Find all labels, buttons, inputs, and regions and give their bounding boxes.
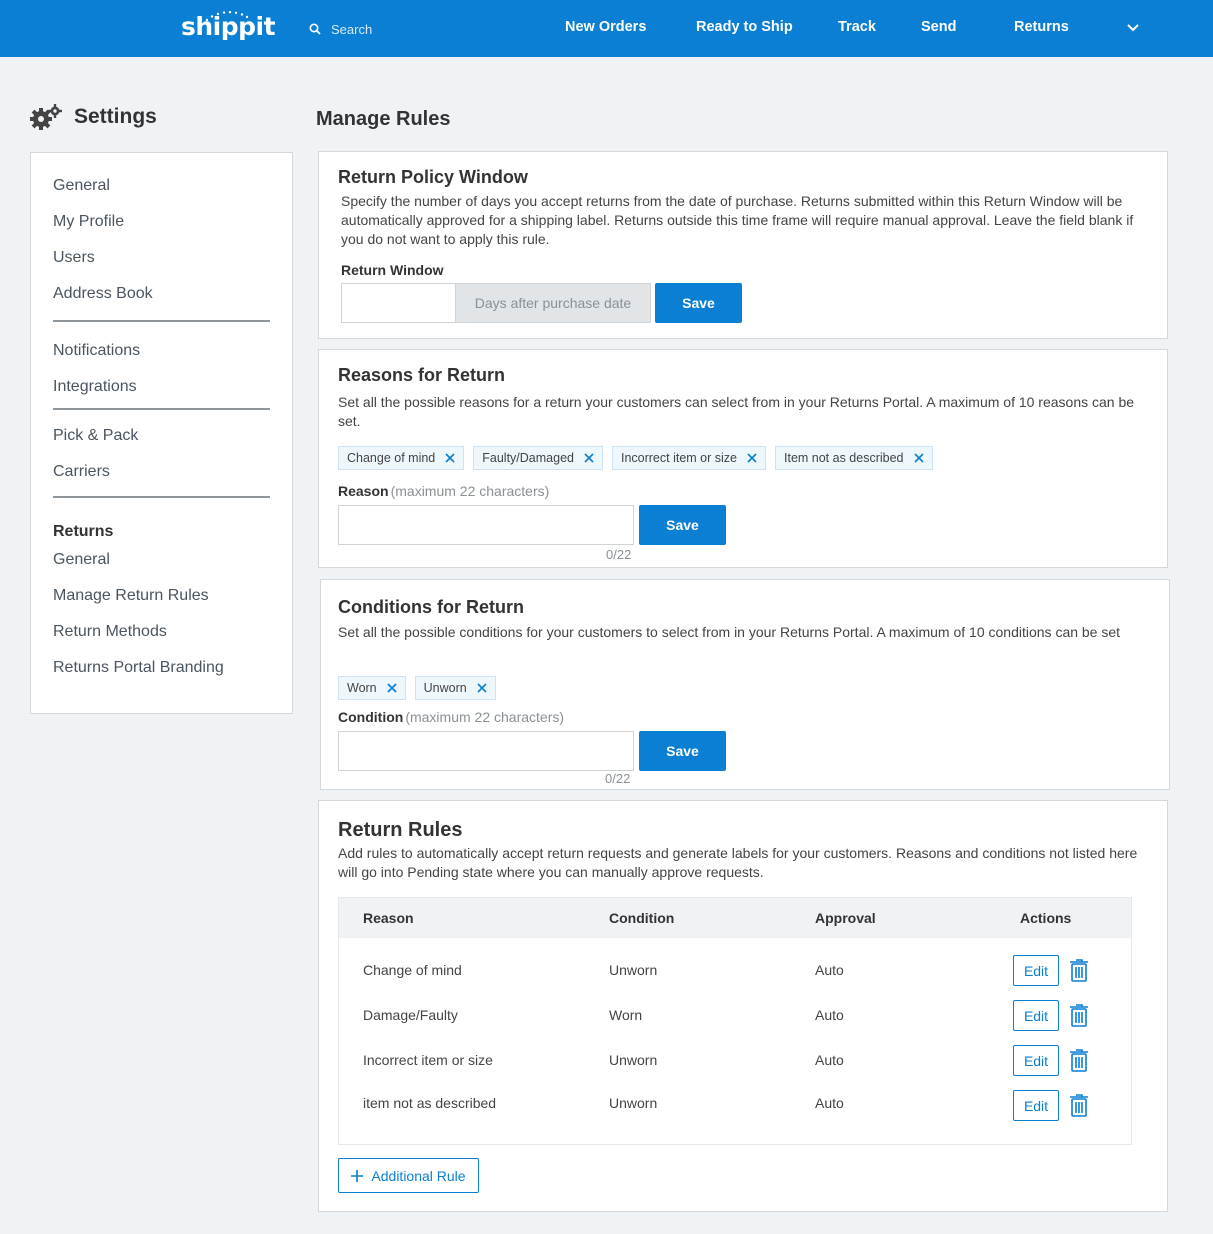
cell-condition: Unworn — [609, 1052, 658, 1068]
sidebar-divider — [53, 320, 270, 322]
sidebar-item-carriers[interactable]: Carriers — [53, 463, 110, 480]
condition-chip — [415, 676, 496, 700]
reason-chip — [612, 446, 766, 470]
nav-returns[interactable]: Returns — [1014, 19, 1069, 35]
reason-chip — [775, 446, 933, 470]
reason-chip — [473, 446, 603, 470]
reason-chip — [338, 446, 464, 470]
condition-chip — [338, 676, 406, 700]
sidebar-item-return-methods[interactable]: Return Methods — [53, 623, 167, 640]
additional-rule-label: Additional Rule — [371, 1167, 466, 1184]
sidebar-divider — [53, 496, 270, 498]
reason-char-counter: 0/22 — [606, 547, 632, 562]
settings-header — [30, 104, 157, 130]
cell-approval: Auto — [815, 962, 844, 978]
column-header-reason: Reason — [363, 910, 414, 926]
condition-char-counter: 0/22 — [605, 771, 631, 786]
settings-sidebar — [30, 152, 293, 714]
condition-chips — [338, 676, 496, 700]
sidebar-item-pick-pack[interactable]: Pick & Pack — [53, 427, 139, 444]
remove-chip-icon[interactable] — [387, 683, 397, 693]
sidebar-item-notifications[interactable]: Notifications — [53, 342, 141, 359]
card-description: Set all the possible reasons for a return your customers can select from in your Returns Portal. A maximum of 10 reasons can be set. — [338, 394, 1135, 429]
reason-label — [338, 483, 549, 499]
sidebar-item-users[interactable]: Users — [53, 249, 95, 266]
sidebar-item-address-book[interactable]: Address Book — [53, 285, 153, 302]
trash-icon[interactable] — [1069, 1093, 1089, 1118]
cell-approval: Auto — [815, 1007, 844, 1023]
card-title: Return Rules — [338, 819, 463, 841]
card-description: Specify the number of days you accept returns from the date of purchase. Returns submitted within this Return Window will be automatically approved for a shipping label. Returns outside this time frame will require manual approval. Leave the field blank if you do not want to apply this rule. — [341, 193, 1134, 247]
remove-chip-icon[interactable] — [914, 453, 924, 463]
shippit-logo[interactable]: shippit — [181, 12, 276, 41]
days-addon: Days after purchase date — [455, 283, 651, 323]
chip-label: Unworn — [423, 681, 467, 695]
remove-chip-icon[interactable] — [445, 453, 455, 463]
cell-reason: Damage/Faulty — [363, 1007, 458, 1023]
chip-label: Change of mind — [347, 451, 436, 465]
cell-reason: item not as described — [363, 1095, 497, 1111]
remove-chip-icon[interactable] — [747, 453, 757, 463]
cell-reason: Incorrect item or size — [363, 1052, 493, 1068]
card-description: Add rules to automatically accept return requests and generate labels for your customers. Reasons and conditions not listed here will go into Pending state where you can manually approve requests. — [338, 845, 1138, 880]
card-title: Return Policy Window — [338, 167, 528, 187]
condition-hint: (maximum 22 characters) — [405, 709, 565, 725]
reason-label-text: Reason — [338, 483, 389, 499]
search-box[interactable] — [309, 20, 511, 38]
search-icon — [309, 23, 321, 35]
cell-condition: Unworn — [609, 962, 658, 978]
settings-title: Settings — [74, 105, 157, 128]
return-policy-card — [318, 151, 1168, 339]
save-condition-button[interactable]: Save — [639, 731, 726, 771]
cell-condition: Worn — [609, 1007, 643, 1023]
reasons-card — [318, 349, 1168, 568]
reason-input[interactable] — [338, 505, 634, 545]
search-input[interactable] — [331, 22, 511, 37]
cell-reason: Change of mind — [363, 962, 462, 978]
additional-rule-button[interactable] — [338, 1158, 479, 1193]
nav-track[interactable]: Track — [838, 19, 876, 35]
chip-label: Worn — [347, 681, 377, 695]
remove-chip-icon[interactable] — [584, 453, 594, 463]
nav-ready-to-ship[interactable]: Ready to Ship — [696, 19, 793, 35]
cell-approval: Auto — [815, 1095, 844, 1111]
card-title: Reasons for Return — [338, 365, 506, 385]
condition-label — [338, 709, 564, 725]
condition-input[interactable] — [338, 731, 634, 771]
cell-approval: Auto — [815, 1052, 844, 1068]
top-navbar — [0, 0, 1213, 57]
table-header — [339, 898, 1131, 938]
save-return-window-button[interactable]: Save — [655, 283, 742, 323]
return-window-label: Return Window — [341, 262, 444, 278]
trash-icon[interactable] — [1069, 958, 1089, 983]
chip-label: Incorrect item or size — [620, 451, 737, 465]
nav-new-orders[interactable]: New Orders — [565, 19, 647, 35]
edit-rule-button[interactable]: Edit — [1013, 1045, 1059, 1076]
gears-icon — [30, 104, 62, 130]
sidebar-group-returns: Returns — [53, 523, 114, 540]
condition-label-text: Condition — [338, 709, 404, 725]
return-rules-card — [318, 800, 1168, 1212]
card-title: Conditions for Return — [338, 597, 524, 617]
chip-label: Faulty/Damaged — [482, 451, 574, 465]
edit-rule-button[interactable]: Edit — [1013, 1090, 1059, 1121]
column-header-condition: Condition — [609, 910, 675, 926]
column-header-approval: Approval — [815, 910, 876, 926]
reason-hint: (maximum 22 characters) — [390, 483, 550, 499]
card-description: Set all the possible conditions for your customers to select from in your Returns Portal. A maximum of 10 conditions can be set — [338, 624, 1121, 640]
return-rules-table — [338, 897, 1132, 1145]
reason-chips — [338, 446, 933, 470]
sidebar-item-returns-general[interactable]: General — [53, 551, 110, 568]
remove-chip-icon[interactable] — [477, 683, 487, 693]
plus-icon — [351, 1170, 363, 1182]
sidebar-item-my-profile[interactable]: My Profile — [53, 213, 125, 230]
sidebar-divider — [53, 408, 270, 410]
edit-rule-button[interactable]: Edit — [1013, 1000, 1059, 1031]
nav-send[interactable]: Send — [921, 19, 957, 35]
save-reason-button[interactable]: Save — [639, 505, 726, 545]
trash-icon[interactable] — [1069, 1048, 1089, 1073]
sidebar-item-general[interactable]: General — [53, 177, 110, 194]
sidebar-item-integrations[interactable]: Integrations — [53, 378, 137, 395]
sidebar-item-returns-portal-branding[interactable]: Returns Portal Branding — [53, 659, 224, 676]
return-window-input[interactable] — [341, 283, 457, 323]
trash-icon[interactable] — [1069, 1003, 1089, 1028]
page-title: Manage Rules — [316, 108, 451, 130]
conditions-card — [320, 579, 1170, 790]
sidebar-item-manage-return-rules[interactable]: Manage Return Rules — [53, 587, 209, 604]
chip-label: Item not as described — [784, 451, 904, 465]
column-header-actions: Actions — [1020, 910, 1072, 926]
chevron-down-icon[interactable] — [1126, 22, 1140, 34]
cell-condition: Unworn — [609, 1095, 658, 1111]
edit-rule-button[interactable]: Edit — [1013, 955, 1059, 986]
